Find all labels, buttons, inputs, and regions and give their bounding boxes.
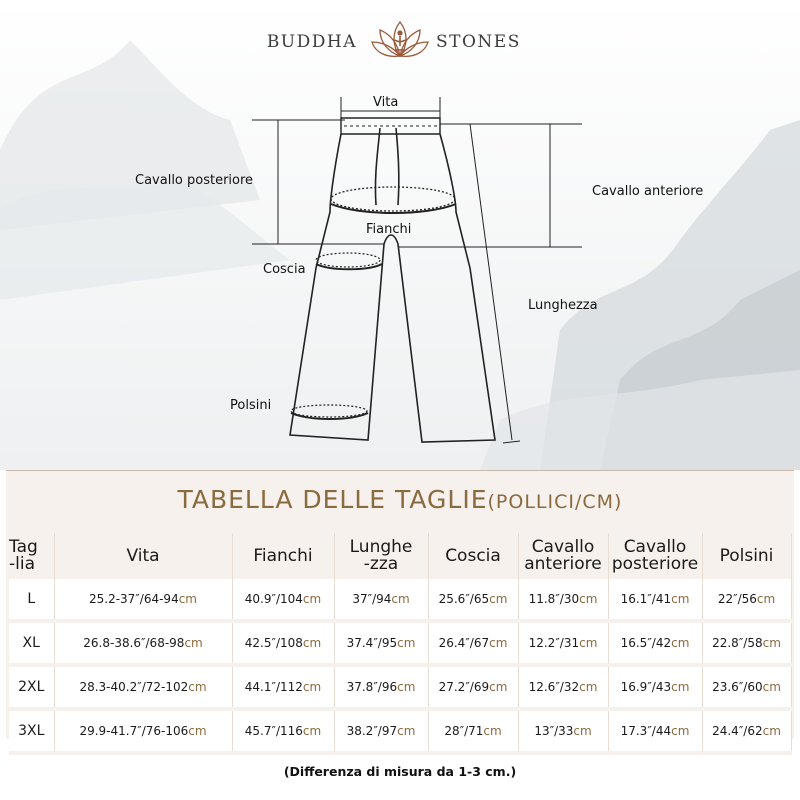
brand-word-right: STONES [436,32,521,52]
cell-value: 37″/94 [352,592,392,606]
cell-lunghezza [334,665,428,709]
cell-vita [54,621,232,665]
size-table [9,533,792,755]
cell-value: 17.3″/44 [620,724,672,738]
cell-value: 37.4″/95 [346,636,398,650]
cell-unit: cm [489,592,508,606]
cell-size: 2XL [9,665,54,709]
cell-value: 22″/56 [717,592,757,606]
cell-polsini [702,621,791,665]
cell-cav_ant [518,621,608,665]
cell-value: 23.6″/60 [712,680,763,694]
label-coscia: Coscia [263,262,306,277]
cell-unit: cm [397,724,416,738]
header-cav-post-line2: posteriore [611,554,699,574]
cell-size: L [9,579,54,621]
header-vita: Vita [54,533,232,579]
cell-cav_post [608,709,702,753]
cell-value: 44.1″/112 [244,680,303,694]
cell-unit: cm [391,592,410,606]
cell-value: 29.9-41.7″/76-106 [79,724,189,738]
header-taglia-line2: -lia [9,554,35,574]
header-cavallo-anteriore [518,533,608,579]
cell-unit: cm [671,636,690,650]
cell-unit: cm [762,636,781,650]
cell-unit: cm [671,724,690,738]
cell-cav_post [608,665,702,709]
table-row [9,621,791,665]
header-lunghezza [334,533,428,579]
cell-polsini [702,709,791,753]
label-cavallo-anteriore: Cavallo anteriore [592,184,704,199]
cell-value: 27.2″/69 [438,680,490,694]
label-polsini: Polsini [230,398,272,413]
cell-cav_post [608,579,702,621]
size-chart-panel [6,470,794,739]
header-cavallo-posteriore [608,533,702,579]
cell-unit: cm [573,724,592,738]
brand-word-left: BUDDHA [266,32,357,52]
cell-unit: cm [302,636,322,650]
cell-coscia [428,709,518,753]
title-text: TABELLA DELLE TAGLIE [177,485,488,514]
header-taglia [9,533,54,579]
cell-size: XL [9,621,54,665]
cell-polsini [702,665,791,709]
table-row [9,709,791,753]
label-lunghezza: Lunghezza [528,298,598,313]
cell-unit: cm [188,680,207,694]
cell-vita [54,665,232,709]
cell-unit: cm [579,680,598,694]
table-row [9,665,791,709]
cell-value: 22.8″/58 [712,636,763,650]
table-body [9,579,791,753]
header-cav-post-line1: Cavallo [623,537,687,557]
cell-value: 16.5″/42 [620,636,672,650]
header-lunghezza-line2: -zza [363,554,399,574]
cell-unit: cm [756,592,776,606]
header-lunghezza-line1: Lunghe [349,537,413,557]
cell-value: 25.2-37″/64-94 [88,592,179,606]
cell-unit: cm [489,636,508,650]
cell-lunghezza [334,709,428,753]
title-unit: (POLLICI/CM) [487,491,623,513]
cell-unit: cm [302,724,322,738]
cell-cav_post [608,621,702,665]
cell-value: 28.3-40.2″/72-102 [79,680,189,694]
label-vita: Vita [373,95,399,110]
cell-value: 13″/33 [534,724,574,738]
cell-unit: cm [671,592,690,606]
cell-unit: cm [184,636,203,650]
header-cav-ant-line1: Cavallo [531,537,595,557]
cell-value: 37.8″/96 [346,680,398,694]
cell-unit: cm [762,724,781,738]
cell-polsini [702,579,791,621]
table-header-row [9,533,791,579]
cell-value: 12.6″/32 [528,680,580,694]
header-polsini: Polsini [702,533,791,579]
cell-value: 11.8″/30 [528,592,580,606]
label-cavallo-posteriore: Cavallo posteriore [135,173,254,188]
cell-fianchi [232,579,334,621]
cell-unit: cm [397,636,416,650]
cell-unit: cm [671,680,690,694]
cell-unit: cm [489,680,508,694]
cell-coscia [428,665,518,709]
cell-unit: cm [178,592,197,606]
footnote: (Differenza di misura da 1-3 cm.) [283,764,517,779]
cell-unit: cm [188,724,207,738]
cell-unit: cm [397,680,416,694]
cell-size: 3XL [9,709,54,753]
header-coscia: Coscia [428,533,518,579]
cell-value: 28″/71 [444,724,484,738]
label-fianchi: Fianchi [366,222,412,237]
cell-unit: cm [579,636,598,650]
cell-fianchi [232,709,334,753]
cell-lunghezza [334,621,428,665]
cell-value: 25.6″/65 [438,592,490,606]
cell-fianchi [232,621,334,665]
header-fianchi: Fianchi [232,533,334,579]
table-row [9,579,791,621]
cell-value: 42.5″/108 [244,636,303,650]
cell-vita [54,709,232,753]
cell-value: 16.9″/43 [620,680,672,694]
header-taglia-line1: Tag [9,537,38,557]
cell-unit: cm [302,680,322,694]
cell-value: 38.2″/97 [346,724,398,738]
cell-lunghezza [334,579,428,621]
cell-coscia [428,621,518,665]
cell-unit: cm [579,592,598,606]
cell-fianchi [232,665,334,709]
cell-value: 12.2″/31 [528,636,580,650]
header-cav-ant-line2: anteriore [524,554,602,574]
cell-cav_ant [518,709,608,753]
cell-coscia [428,579,518,621]
cell-value: 40.9″/104 [244,592,303,606]
cell-value: 45.7″/116 [244,724,303,738]
cell-unit: cm [762,680,781,694]
cell-unit: cm [483,724,502,738]
cell-unit: cm [302,592,322,606]
cell-vita [54,579,232,621]
cell-value: 26.8-38.6″/68-98 [83,636,185,650]
cell-value: 26.4″/67 [438,636,490,650]
size-chart-title [6,485,794,514]
cell-cav_ant [518,665,608,709]
cell-value: 16.1″/41 [620,592,672,606]
cell-cav_ant [518,579,608,621]
cell-value: 24.4″/62 [712,724,763,738]
